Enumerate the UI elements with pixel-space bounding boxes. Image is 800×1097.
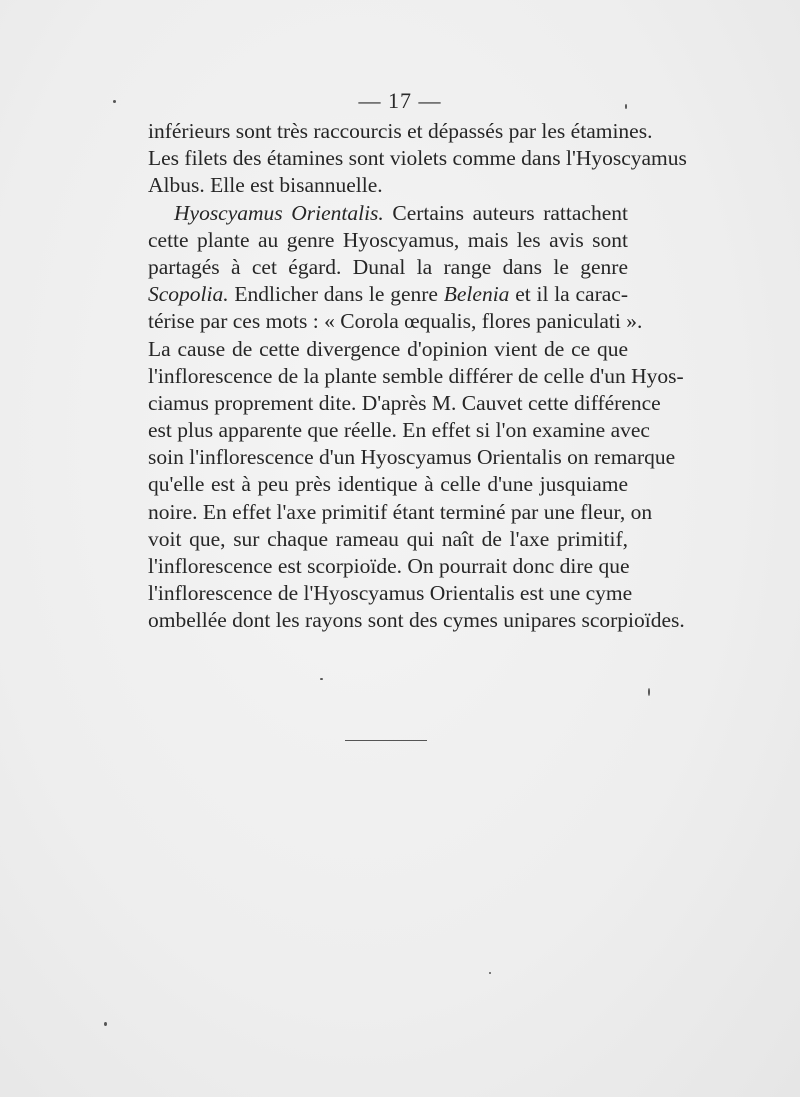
page-number: — 17 — [358, 88, 442, 113]
text-line: La cause de cette divergence d'opinion vient de ce que [148, 336, 628, 361]
species-name: Hyoscyamus Orientalis. [174, 200, 384, 225]
text-line: ciamus proprement dite. D'après M. Cauvet cette différence [148, 390, 661, 415]
text-line: Scopolia. Endlicher dans le genre Belenia et il la carac- [148, 282, 628, 307]
text-line: l'inflorescence est scorpioïde. On pourrait donc dire que [148, 554, 630, 578]
body-text [148, 118, 687, 635]
scan-speck [320, 678, 323, 680]
text-line: Les filets des étamines sont violets comme dans l'Hyoscyamus [148, 146, 687, 171]
text-line: inférieurs sont très raccourcis et dépassés par les étamines. [148, 119, 653, 143]
text-line: partagés à cet égard. Dunal la range dans le genre [148, 254, 628, 279]
text-line: noire. En effet l'axe primitif étant terminé par une fleur, on [148, 499, 653, 524]
end-rule [345, 740, 427, 741]
text-line: ombellée dont les rayons sont des cymes unipares scorpioïdes. [148, 608, 685, 633]
text-line: voit que, sur chaque rameau qui naît de l'axe primitif, [148, 526, 628, 551]
genus-name: Scopolia. [148, 282, 229, 307]
text-line: l'inflorescence de l'Hyoscyamus Orientalis est une cyme [148, 581, 633, 606]
genus-name: Belenia [443, 282, 510, 307]
scan-speck [648, 688, 650, 696]
text-line: térise par ces mots : « Corola œqualis, flores paniculati ». [148, 309, 643, 334]
text-line: Albus. Elle est bisannuelle. [148, 173, 383, 198]
text-line: est plus apparente que réelle. En effet si l'on examine avec [148, 418, 650, 443]
scan-speck [104, 1022, 107, 1026]
text-line: qu'elle est à peu près identique à celle d'une jusquiame [148, 472, 628, 497]
text-line: soin l'inflorescence d'un Hyoscyamus Orientalis on remarque [148, 445, 676, 470]
scan-speck [489, 972, 491, 974]
scan-speck [113, 100, 116, 103]
text-line: cette plante au genre Hyoscyamus, mais les avis sont [148, 227, 628, 252]
text-line: l'inflorescence de la plante semble différer de celle d'un Hyos- [148, 363, 684, 388]
text-line: Hyoscyamus Orientalis. Certains auteurs rattachent [174, 200, 628, 225]
scan-speck [625, 104, 627, 109]
